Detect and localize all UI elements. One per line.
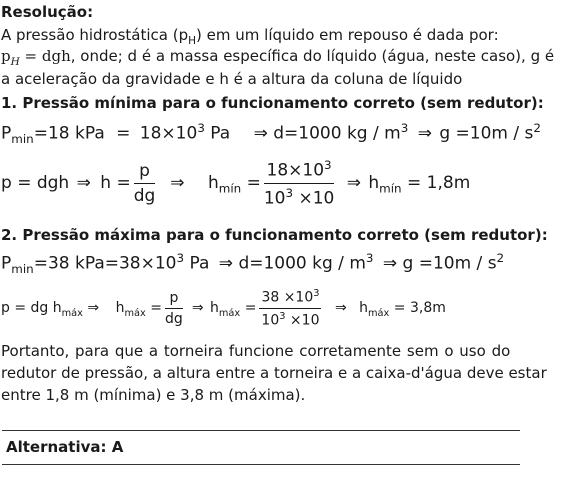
section2-title: 2. Pressão máxima para o funcionamento correto (sem redutor):	[1, 226, 548, 244]
section1-eq2: p = dgh ⇒ h = $\frac{p}{dg}$ ⇒ $h_{mín}$ = $\frac{18\times 10^3}{10^3 \times 10}$ ⇒ $h_{mín} = 1,8m$	[1, 158, 471, 209]
intro-line-1: A pressão hidrostática $(p_H)$ em um líquido em repouso é dada por:	[1, 26, 499, 47]
answer-text: Alternativa: A	[6, 438, 124, 456]
answer-top-rule	[2, 430, 520, 431]
section1-eq1: $P_{min}=18$ kPa = $18\times 10^3$ Pa ⇒ d=1000 kg / $m^3$ ⇒ $g =10m / s^2$	[1, 121, 541, 147]
section2-eq2: p = dg $h_{máx}$ ⇒ $h_{máx}$ = $\frac{p}{dg}$ ⇒ $h_{máx}$ = $\frac{38 \times 10^3}{10^3 \times 10}$ ⇒ $h_{máx} = 3,8m$	[1, 288, 446, 329]
hydrostatic-formula: $p_H$ = dgh	[1, 47, 71, 68]
conclusion-line-1: Portanto, para que a torneira funcione corretamente sem o uso do	[1, 342, 511, 360]
conclusion-line-2: redutor de pressão, a altura entre a torneira e a caixa-d'água deve estar	[1, 364, 547, 382]
section1-title: 1. Pressão mínima para o funcionamento correto (sem redutor):	[1, 94, 544, 112]
conclusion-line-3: entre 1,8 m (mínima) e 3,8 m (máxima).	[1, 386, 306, 404]
section2-eq1: $P_{min}=38$ $kPa=38\times 10^3$ Pa ⇒ d=1000 kg / $m^3$ ⇒ $g =10m / s^2$	[1, 251, 505, 277]
intro-line-2: $p_H$ = dgh, onde; d é a massa específica do líquido (água, neste caso), g é	[1, 47, 555, 68]
intro-line-3: a aceleração da gravidade e h é a altura da coluna de líquido	[1, 70, 463, 88]
heading: Resolução:	[1, 3, 94, 21]
answer-bottom-rule	[2, 464, 520, 465]
